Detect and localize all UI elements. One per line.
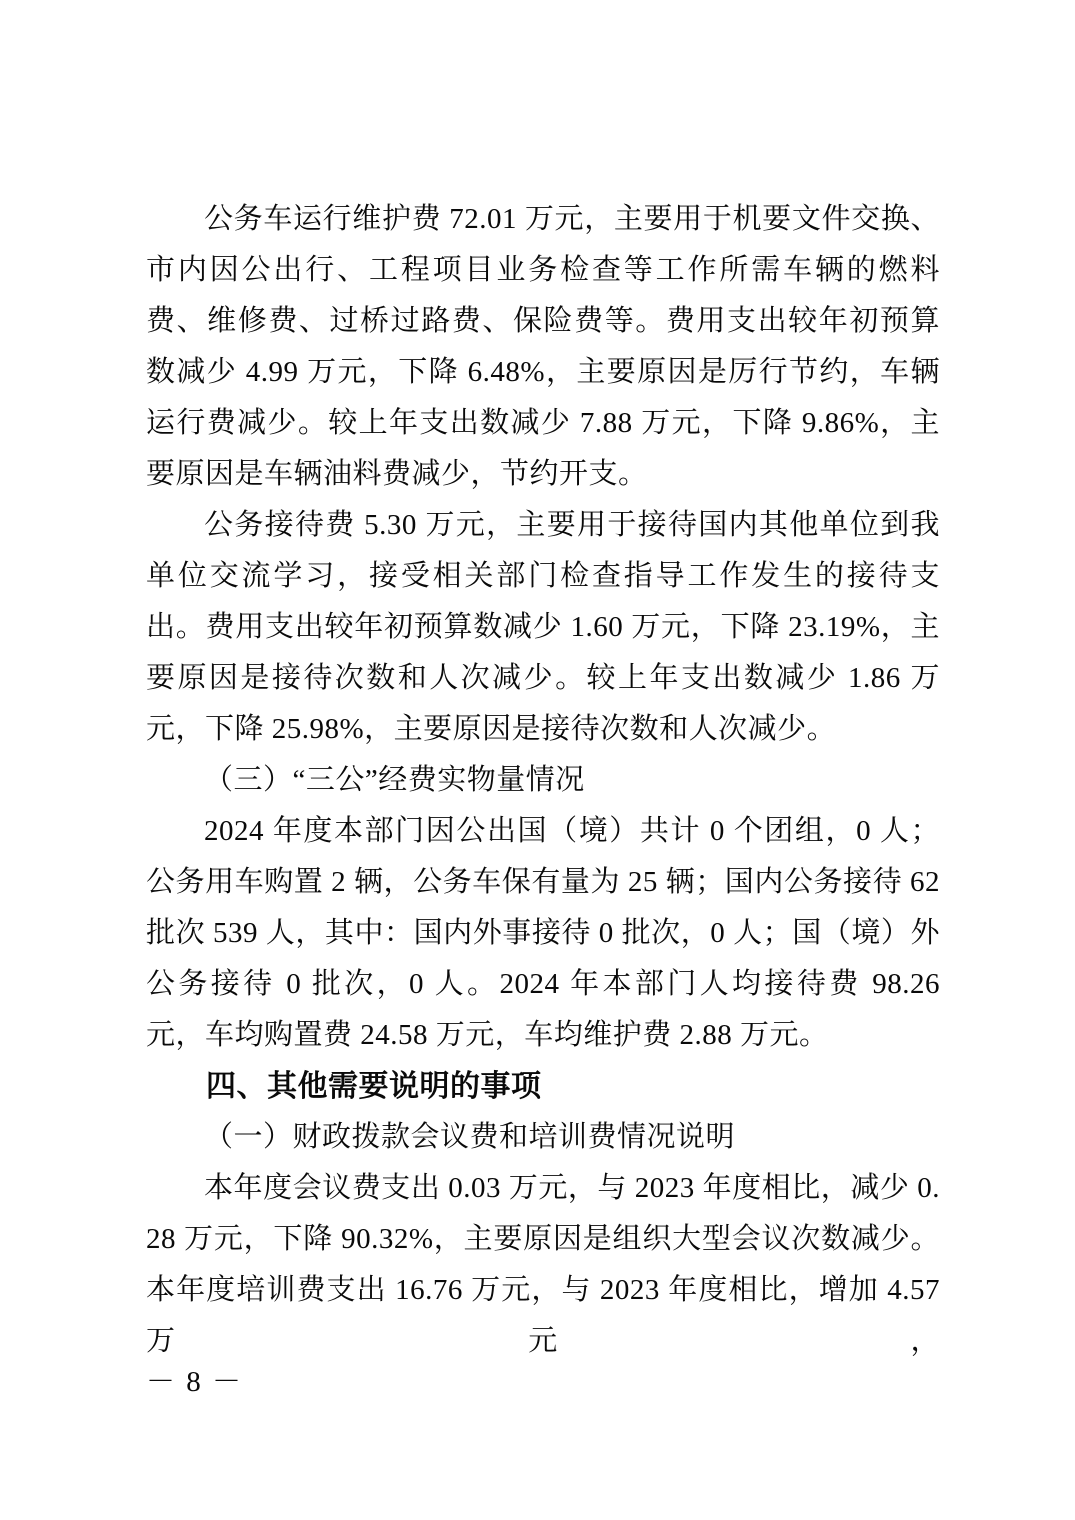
page-footer <box>146 1362 243 1402</box>
paragraph-vehicle-operation-maintenance-fee: 公务车运行维护费 72.01 万元，主要用于机要文件交换、市内因公出行、工程项目业务检查等工作所需车辆的燃料费、维修费、过桥过路费、保险费等。费用支出较年初预算数减少 4.99 万元，下降 6.48%，主要原因是厉行节约，车辆运行费减少。较上年支出数减少 7.88 万元，下降 9.86%，主要原因是车辆油料费减少，节约开支。 <box>146 203 940 490</box>
paragraph-physical-quantity-details: 2024 年度本部门因公出国（境）共计 0 个团组，0 人；公务用车购置 2 辆，公务车保有量为 25 辆；国内公务接待 62 批次 539 人，其中：国内外事接待 0 批次，0 人；国（境）外公务接待 0 批次，0 人。2024 年本部门人均接待费 98.26 元，车均购置费 24.58 万元，车均维护费 2.88 万元。 <box>146 815 940 1051</box>
heading-other-matters: 四、其他需要说明的事项 <box>206 1070 542 1103</box>
heading-meeting-and-training-fee-explanation: （一）财政拨款会议费和培训费情况说明 <box>204 1121 736 1153</box>
page-number: － 8 － <box>146 1366 244 1398</box>
heading-three-public-expenses-physical-quantity: （三）“三公”经费实物量情况 <box>204 764 585 796</box>
document-body <box>146 194 940 1367</box>
paragraph-meeting-and-training-fee: 本年度会议费支出 0.03 万元，与 2023 年度相比，减少 0.28 万元，下降 90.32%，主要原因是组织大型会议次数减少。本年度培训费支出 16.76 万元，与 2023 年度相比，增加 4.57 万元， <box>146 1172 940 1357</box>
paragraph-official-reception-fee: 公务接待费 5.30 万元，主要用于接待国内其他单位到我单位交流学习，接受相关部门检查指导工作发生的接待支出。费用支出较年初预算数减少 1.60 万元，下降 23.19%，主要原因是接待次数和人次减少。较上年支出数减少 1.86 万元，下降 25.98%，主要原因是接待次数和人次减少。 <box>146 509 940 745</box>
